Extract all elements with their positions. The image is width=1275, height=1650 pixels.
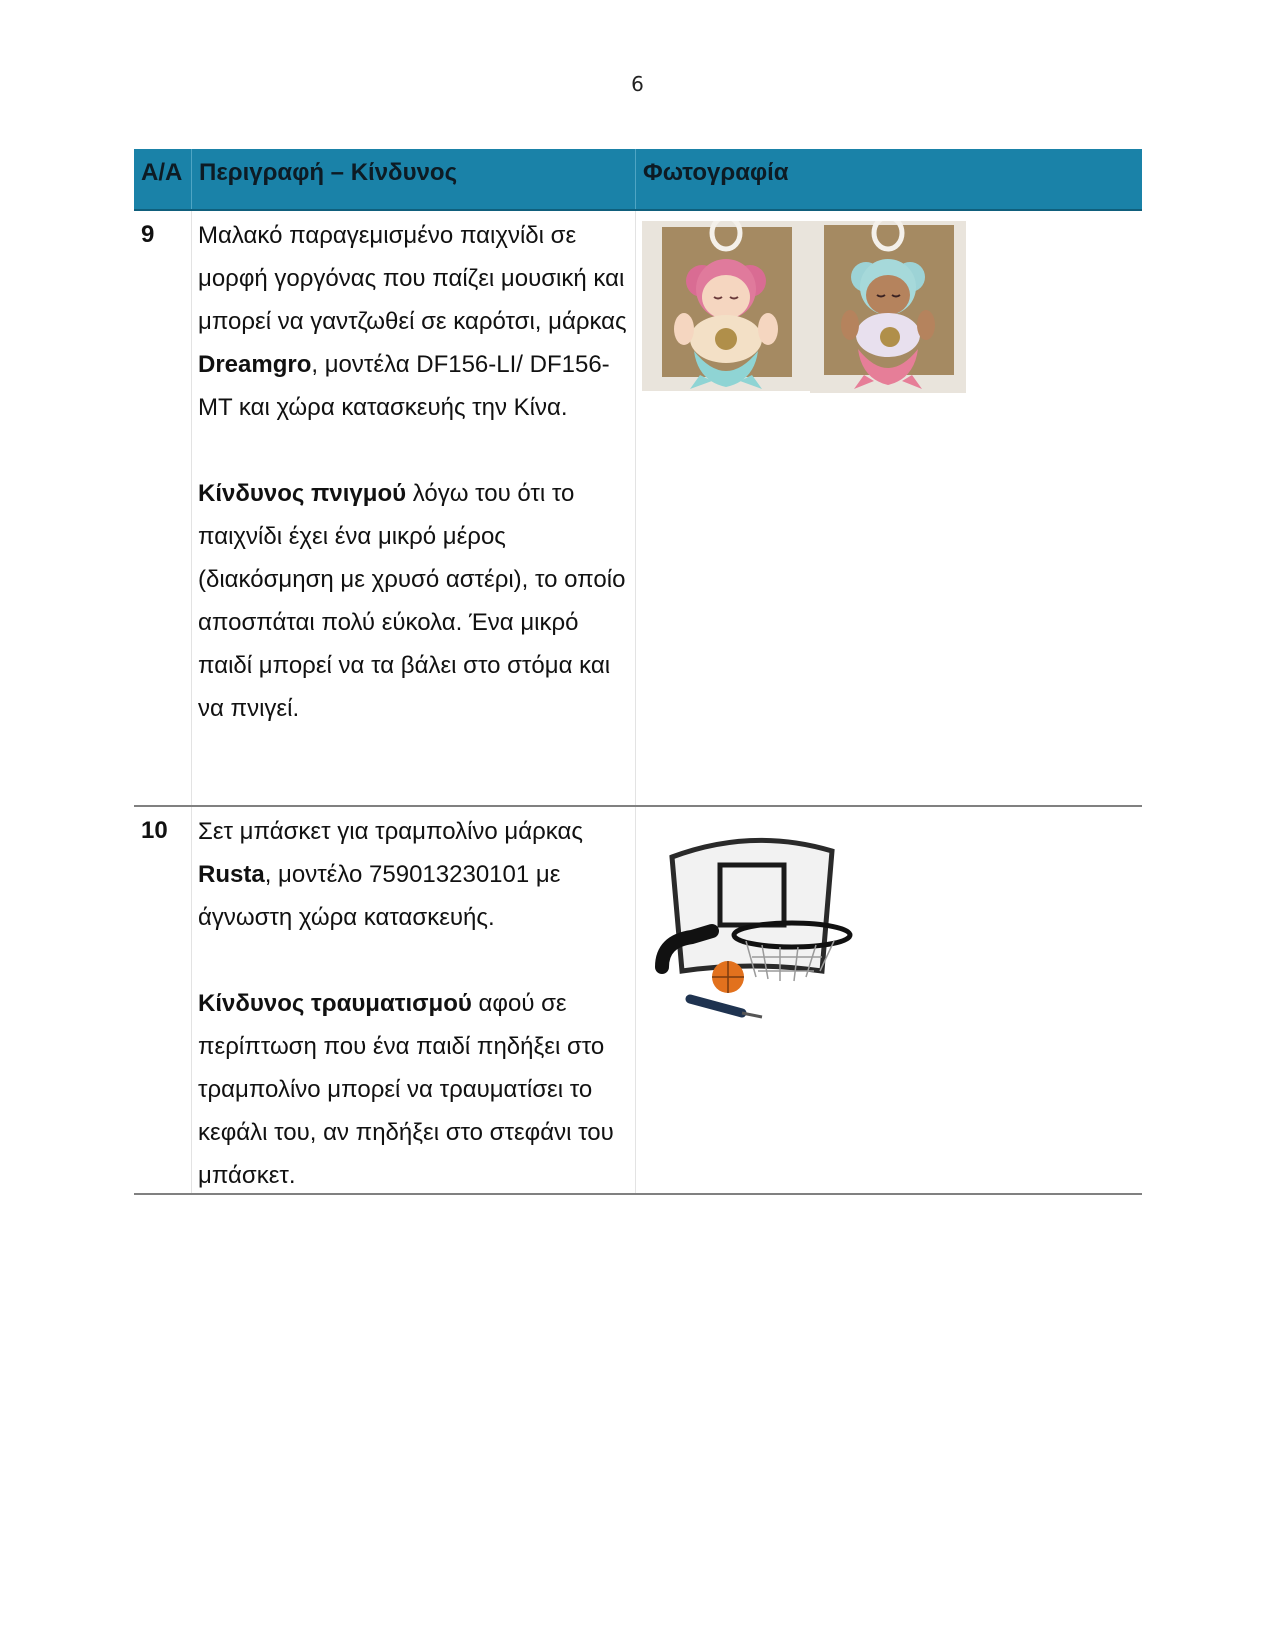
row-photo-cell xyxy=(635,807,1142,1193)
table-row xyxy=(134,211,1142,807)
header-aa: Α/Α xyxy=(141,159,183,186)
row-number: 9 xyxy=(141,221,155,248)
risk-description: Κίνδυνος τραυματισμού αφού σε περίπτωση που ένα παιδί πηδήξει στο τραμπολίνο μπορεί να τραυματίσει το κεφάλι του, αν πηδήξει στο στεφάνι του μπάσκετ. xyxy=(198,990,614,1189)
row-number: 10 xyxy=(141,817,168,844)
mermaid-toy-photo-pink xyxy=(810,221,966,393)
brand-name: Dreamgro xyxy=(198,351,312,378)
row-description xyxy=(191,211,635,805)
basketball-set-photo xyxy=(642,817,858,1033)
row-photo-cell xyxy=(635,211,1142,805)
product-description: Σετ μπάσκετ για τραμπολίνο μάρκας Rusta, μοντέλο 759013230101 με άγνωστη χώρα κατασκευής. xyxy=(198,818,583,931)
table-header xyxy=(134,149,1142,211)
page-number: 6 xyxy=(631,72,644,96)
table-row xyxy=(134,807,1142,1195)
mermaid-toy-photo-blue xyxy=(642,221,810,391)
risk-label: Κίνδυνος πνιγμού xyxy=(198,480,407,507)
brand-name: Rusta xyxy=(198,861,265,888)
header-description: Περιγραφή – Κίνδυνος xyxy=(191,149,635,209)
risk-description: Κίνδυνος πνιγμού λόγω του ότι το παιχνίδι έχει ένα μικρό μέρος (διακόσμηση με χρυσό αστέρι), το οποίο αποσπάται πολύ εύκολα. Ένα μικρό παιδί μπορεί να τα βάλει στο στόμα και να πνιγεί. xyxy=(198,480,626,722)
header-photo: Φωτογραφία xyxy=(635,149,1142,209)
recall-table xyxy=(134,149,1142,1195)
risk-label: Κίνδυνος τραυματισμού xyxy=(198,990,472,1017)
product-description: Μαλακό παραγεμισμένο παιχνίδι σε μορφή γοργόνας που παίζει μουσική και μπορεί να γαντζωθεί σε καρότσι, μάρκας Dreamgro, μοντέλα DF156-LI/ DF156-MT και χώρα κατασκευής την Κίνα. xyxy=(198,222,627,421)
row-description xyxy=(191,807,635,1193)
